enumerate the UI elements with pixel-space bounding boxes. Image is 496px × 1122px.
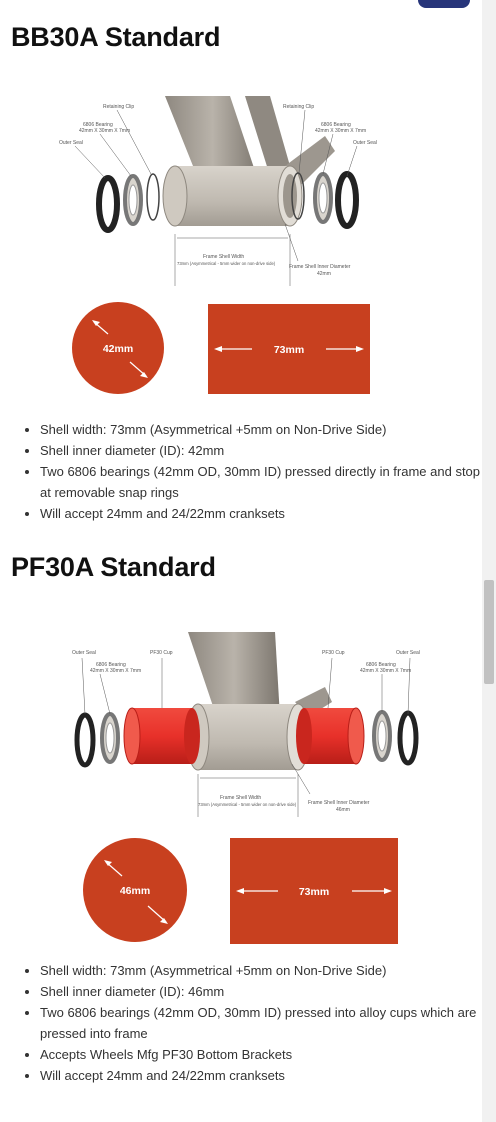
label-outer-seal-left: Outer Seal bbox=[59, 140, 83, 146]
list-item: • Accepts Wheels Mfg PF30 Bottom Brackets bbox=[40, 1044, 492, 1065]
label-frame-shell-width: Frame Shell Width bbox=[203, 254, 245, 260]
shell-width-label: 73mm bbox=[273, 344, 305, 356]
label-pf30-cup-left: PF30 Cup bbox=[150, 650, 173, 656]
pf30-cup-left bbox=[132, 708, 192, 764]
pf30a-title: PF30A Standard bbox=[11, 552, 216, 582]
list-item: • Will accept 24mm and 24/22mm cranksets bbox=[40, 503, 492, 524]
vertical-scrollbar[interactable] bbox=[482, 0, 496, 1122]
pf30a-dimension-graphic bbox=[82, 836, 400, 946]
list-item: • Will accept 24mm and 24/22mm cranksets bbox=[40, 1065, 492, 1086]
label-bearing-left: 6806 Bearing bbox=[96, 662, 126, 668]
label-bearing-right-size: 42mm X 30mm X 7mm bbox=[315, 128, 367, 134]
list-item: • Shell inner diameter (ID): 46mm bbox=[40, 981, 492, 1002]
retaining-clip-left bbox=[147, 174, 159, 220]
label-shell-inner-diameter-value: 42mm bbox=[317, 271, 331, 277]
shell-diameter-label: 42mm bbox=[102, 343, 134, 355]
frame-shell bbox=[175, 166, 290, 226]
label-frame-shell-width: Frame Shell Width bbox=[220, 795, 262, 801]
bb30a-exploded-diagram bbox=[55, 96, 385, 296]
frame-shell bbox=[198, 704, 298, 770]
label-bearing-right: 6806 Bearing bbox=[366, 662, 396, 668]
label-outer-seal-right: Outer Seal bbox=[396, 650, 420, 656]
outer-seal-left bbox=[99, 178, 117, 230]
label-bearing-left-size: 42mm X 30mm X 7mm bbox=[79, 128, 131, 134]
pf30a-spec-list bbox=[22, 960, 492, 1086]
label-retaining-clip-right: Retaining Clip bbox=[283, 104, 315, 110]
label-outer-seal-left: Outer Seal bbox=[72, 650, 96, 656]
label-shell-inner-diameter: Frame Shell Inner Diameter bbox=[289, 264, 351, 270]
pf30a-exploded-diagram bbox=[70, 632, 430, 822]
label-frame-shell-width-note: 73mm (Asymmetrical - 5mm wider on non-drive side) bbox=[198, 802, 297, 807]
label-frame-shell-width-note: 73mm (Asymmetrical - 5mm wider on non-drive side) bbox=[177, 261, 276, 266]
label-outer-seal-right: Outer Seal bbox=[353, 140, 377, 146]
label-pf30-cup-right: PF30 Cup bbox=[322, 650, 345, 656]
shell-diameter-label: 46mm bbox=[119, 885, 151, 897]
label-bearing-right-size: 42mm X 30mm X 7mm bbox=[360, 668, 412, 674]
list-item: • Shell inner diameter (ID): 42mm bbox=[40, 440, 492, 461]
outer-seal-left bbox=[77, 715, 93, 765]
outer-seal-right bbox=[338, 174, 356, 226]
bb30a-dimension-graphic bbox=[70, 300, 382, 396]
list-item: • Shell width: 73mm (Asymmetrical +5mm on Non-Drive Side) bbox=[40, 960, 492, 981]
scrollbar-thumb[interactable] bbox=[484, 580, 494, 684]
label-bearing-left: 6806 Bearing bbox=[83, 122, 113, 128]
label-bearing-right: 6806 Bearing bbox=[321, 122, 351, 128]
label-bearing-left-size: 42mm X 30mm X 7mm bbox=[90, 668, 142, 674]
label-retaining-clip-left: Retaining Clip bbox=[103, 104, 135, 110]
outer-seal-right bbox=[400, 713, 416, 763]
shell-width-label: 73mm bbox=[298, 886, 330, 898]
list-item: • Shell width: 73mm (Asymmetrical +5mm on Non-Drive Side) bbox=[40, 419, 492, 440]
bb30a-title: BB30A Standard bbox=[11, 22, 221, 52]
label-shell-inner-diameter: Frame Shell Inner Diameter bbox=[308, 800, 370, 806]
list-item: • Two 6806 bearings (42mm OD, 30mm ID) pressed directly in frame and stop at removable snap rings bbox=[40, 461, 492, 503]
bb30a-spec-list bbox=[22, 419, 492, 524]
list-item: • Two 6806 bearings (42mm OD, 30mm ID) pressed into alloy cups which are pressed into frame bbox=[40, 1002, 492, 1044]
top-nav-button[interactable] bbox=[418, 0, 470, 8]
label-shell-inner-diameter-value: 46mm bbox=[336, 807, 350, 813]
